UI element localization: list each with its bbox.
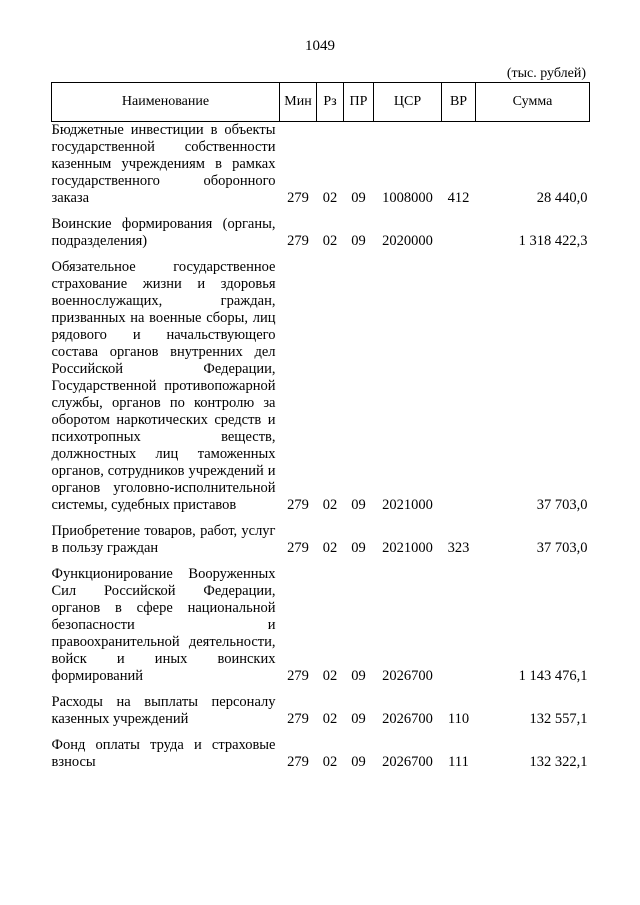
row-name: Обязательное государственное страхование жизни и здоровья военнослужащих, граждан, призванных на военные сборы, лиц рядового и начальствующего состава органов внутренних дел Российской Федерации, Государственной противопожарной службы, органов по контролю за оборотом наркотических средств и психотропных веществ, должностных лиц таможенных органов, сотрудников учреждений и органов уголовно-исполнительной системы, судебных приставов — [51, 259, 276, 513]
table-body — [52, 122, 590, 781]
row-csr: 2026700 — [382, 711, 433, 727]
row-min: 279 — [287, 233, 309, 249]
row-pr: 09 — [351, 754, 366, 770]
row-rz: 02 — [322, 190, 338, 206]
header-name: Наименование — [52, 83, 280, 122]
row-vr — [442, 259, 476, 523]
row-pr: 09 — [351, 233, 366, 249]
row-pr: 09 — [351, 540, 366, 556]
row-name: Бюджетные инвестиции в объекты государственной собственности казенным учреждениям в рамках государственного оборонного заказа — [51, 122, 276, 206]
row-csr: 2021000 — [382, 497, 433, 513]
row-vr — [442, 216, 476, 259]
row-csr: 1008000 — [382, 190, 433, 206]
row-pr: 09 — [351, 190, 366, 206]
table-row — [52, 566, 590, 694]
page-number: 1049 — [305, 38, 335, 54]
row-min: 279 — [287, 668, 309, 684]
row-min: 279 — [287, 540, 309, 556]
header-vr: ВР — [442, 83, 476, 122]
row-sum: 132 322,1 — [529, 754, 588, 770]
row-min: 279 — [287, 190, 309, 206]
table-row — [52, 694, 590, 737]
table-header — [52, 83, 590, 122]
row-csr: 2026700 — [382, 668, 433, 684]
row-vr: 412 — [447, 190, 470, 206]
row-name: Фонд оплаты труда и страховые взносы — [51, 737, 276, 770]
row-csr: 2020000 — [382, 233, 433, 249]
table-row — [52, 122, 590, 217]
row-pr: 09 — [351, 711, 366, 727]
row-pr: 09 — [351, 668, 366, 684]
header-rz: Рз — [317, 83, 344, 122]
row-name: Воинские формирования (органы, подразделения) — [51, 216, 276, 249]
row-rz: 02 — [322, 754, 338, 770]
row-rz: 02 — [322, 711, 338, 727]
header-pr: ПР — [344, 83, 374, 122]
row-min: 279 — [287, 711, 309, 727]
row-min: 279 — [287, 497, 309, 513]
row-sum: 1 318 422,3 — [518, 233, 588, 249]
table-row — [52, 523, 590, 566]
row-rz: 02 — [322, 497, 338, 513]
row-vr: 110 — [447, 711, 470, 727]
row-min: 279 — [287, 754, 309, 770]
budget-table — [51, 82, 590, 780]
row-sum: 1 143 476,1 — [518, 668, 588, 684]
row-rz: 02 — [322, 540, 338, 556]
units-label: (тыс. рублей) — [506, 66, 586, 81]
table-row — [52, 216, 590, 259]
header-csr: ЦСР — [374, 83, 442, 122]
row-csr: 2021000 — [382, 540, 433, 556]
row-sum: 132 557,1 — [529, 711, 588, 727]
header-sum: Сумма — [476, 83, 590, 122]
row-csr: 2026700 — [382, 754, 433, 770]
row-name: Приобретение товаров, работ, услуг в пользу граждан — [51, 523, 276, 556]
row-sum: 37 703,0 — [536, 497, 588, 513]
header-min: Мин — [280, 83, 317, 122]
table-row — [52, 737, 590, 780]
row-vr: 323 — [447, 540, 470, 556]
row-rz: 02 — [322, 668, 338, 684]
row-vr — [442, 566, 476, 694]
row-pr: 09 — [351, 497, 366, 513]
table-row — [52, 259, 590, 523]
row-rz: 02 — [322, 233, 338, 249]
row-sum: 28 440,0 — [536, 190, 588, 206]
row-name: Функционирование Вооруженных Сил Российской Федерации, органов в сфере национальной безопасности и правоохранительной деятельности, войск и иных воинских формирований — [51, 566, 276, 684]
row-name: Расходы на выплаты персоналу казенных учреждений — [51, 694, 276, 727]
row-vr: 111 — [448, 754, 469, 770]
row-sum: 37 703,0 — [536, 540, 588, 556]
